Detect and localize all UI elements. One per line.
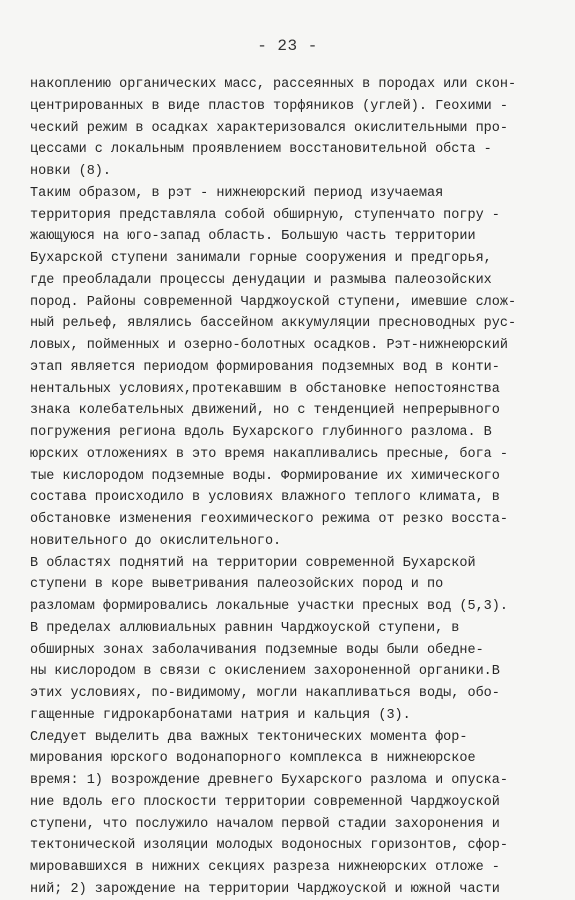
text-line: обстановке изменения геохимического режима от резко восста- bbox=[30, 512, 508, 527]
page-number: - 23 - bbox=[257, 37, 318, 55]
text-line: новительного до окислительного. bbox=[30, 533, 282, 549]
text-line: Бухарской ступени занимали горные сооружения и предгорья, bbox=[30, 251, 492, 266]
text-line: разломам формировались локальные участки пресных вод (5,3). bbox=[30, 599, 508, 614]
text-line: время: 1) возрождение древнего Бухарского разлома и опуска- bbox=[30, 773, 508, 788]
text-line: ный рельеф, являлись бассейном аккумуляции пресноводных рус- bbox=[30, 316, 517, 332]
text-line: погружения региона вдоль Бухарского глубинного разлома. В bbox=[30, 425, 492, 440]
text-line: юрских отложениях в это время накапливались пресные, бога - bbox=[30, 446, 508, 462]
text-line: ступени, что послужило началом первой стадии захоронения и bbox=[30, 816, 500, 832]
text-line: новки (8). bbox=[30, 164, 112, 179]
text-line: тые кислородом подземные воды. Формирование их химического bbox=[30, 468, 500, 484]
text-line: ческий режим в осадках характеризовался окислительными про- bbox=[30, 120, 508, 136]
text-line: гащенные гидрокарбонатами натрия и кальция (3). bbox=[30, 707, 411, 723]
text-line: тектонической изоляции молодых водоносных горизонтов, сфор- bbox=[30, 838, 508, 854]
text-line: центрированных в виде пластов торфяников (углей). Геохими - bbox=[30, 98, 508, 114]
text-line: мирования юрского водонапорного комплекса в нижнеюрское bbox=[30, 751, 476, 767]
text-line: ние вдоль его плоскости территории современной Чарджоуской bbox=[30, 794, 500, 810]
text-line: этих условиях, по-видимому, могли накапливаться воды, обо- bbox=[30, 686, 500, 701]
text-line: состава происходило в условиях влажного теплого климата, в bbox=[30, 490, 500, 506]
text-line: В пределах аллювиальных равнин Чарджоуской ступени, в bbox=[30, 620, 460, 636]
text-line: территория представляла собой обширную, ступенчато погру - bbox=[30, 207, 500, 223]
body-text bbox=[30, 74, 550, 900]
text-line: накоплению органических масс, рассеянных в породах или скон- bbox=[30, 77, 517, 92]
text-line: Таким образом, в рэт - нижнеюрский период изучаемая bbox=[30, 185, 444, 201]
text-line: этап является периодом формирования подземных вод в конти- bbox=[30, 359, 500, 375]
text-line: пород. Районы современной Чарджоуской ступени, имевшие слож- bbox=[30, 294, 517, 310]
text-line: жающуюся на юго-запад область. Большую часть территории bbox=[30, 229, 476, 245]
text-line: ний; 2) зарождение на территории Чарджоуской и южной части bbox=[30, 881, 500, 897]
text-line: В областях поднятий на территории современной Бухарской bbox=[30, 555, 476, 571]
text-line: Следует выделить два важных тектонических момента фор- bbox=[30, 729, 468, 745]
text-line: ловых, пойменных и озерно-болотных осадков. Рэт-нижнеюрский bbox=[30, 338, 508, 353]
text-line: где преобладали процессы денудации и размыва палеозойских bbox=[30, 272, 492, 288]
text-line: знака колебательных движений, но с тенденцией непрерывного bbox=[30, 403, 500, 419]
text-line: ступени в коре выветривания палеозойских пород и по bbox=[30, 577, 444, 593]
text-line: цессами с локальным проявлением восстановительной обста - bbox=[30, 142, 492, 158]
text-line: мировавшихся в нижних секциях разреза нижнеюрских отложе - bbox=[30, 860, 500, 875]
text-line: нентальных условиях,протекавшим в обстановке непостоянства bbox=[30, 381, 500, 397]
text-line: обширных зонах заболачивания подземные воды были обедне- bbox=[30, 642, 484, 658]
text-line: ны кислородом в связи с окислением захороненной органики.В bbox=[30, 664, 500, 680]
